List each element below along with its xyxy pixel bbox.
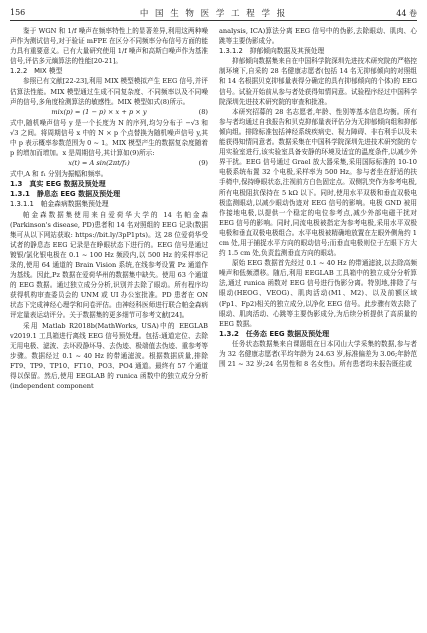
equation-formula: mix(p) = (1 − p) × x + p × y (51, 107, 147, 116)
equation-number: (9) (198, 159, 208, 168)
paragraph: 帕金森数据集使用来自爱荷华大学的 14 名帕金森(Parkinson's disease, PD)患者和 14 名对照组的 EEG 记录(数据集可从以下网站获取: https://bit.ly/3pP1pts)。这 28 位爱荷华受试者的静息态 EEG 记录是在睁眼状态下进行的。EEG 信号是通过镀银/氯化银电极在 0.1 ~ 100 Hz 频段内,以 500 Hz 的采样率记录的,使用 64 通道的 Brain Vision 系统,在线参考设置 Pz 通道作为基线。因此,Pz 数据在爱荷华州的数据集中缺失。使用 63 个通道的 EEG 数据。通过独立成分分析,识别并去除了眼动。所有程序均获得机构审查委员会的 UNM 或 UI 办公室批准。PD 患者在 ON 状态下完成神经心理学和问卷评估。由神经科医师进行联合帕金森病评定量表运动评分。关于数据集的更多细节可参考文献[24]。 (10, 210, 208, 320)
equation-9 (10, 158, 208, 169)
equation-formula: x(t) = A sin(2πt/f₁) (68, 159, 130, 168)
paragraph: analysis, ICA)算法分离 EEG 信号中的伪影,去除眼动、肌肉、心跳等主要伪影成分。 (219, 27, 417, 46)
paragraph: 式中,随机噪声信号 y 是一个长度为 N 的序列,均匀分布于 −√3 和 √3 之间。将周期信号 x 中的 N × p 个点替换为随机噪声信号 y,其中 p 表示概率参数范围为 0 ~ 1。MIX 模型产生的数据复杂度随着 p 的增加而增加。x 是周期信号,其计算如(9)所示: (10, 118, 208, 158)
section-heading-1-2-2: 1.2.2 MIX 模型 (10, 67, 63, 76)
paragraph: 抑郁倾向数据集来自在中国科学院深圳先进技术研究院的严格控制环境下,自采的 28 名健康志愿者(包括 14 名无抑郁倾向的对照组和 14 名根据贝克抑郁量表得分确定的具有抑郁倾向的个体)的 EEG 信号。试验开始前从参与者处获得知情同意。试验程序经过中国科学院深圳先进技术研究院的审查和批准。 (219, 57, 417, 106)
paragraph: 原始 EEG 数据首先经过 0.1 ~ 40 Hz 的带通滤波,以去除高频噪声和低频漂移。随后,利用 EEGLAB 工具箱中的独立成分分析算法,通过 runica 函数对 EEG 信号进行伪影分离。特别地,排除了与眼动(HEOG、VEOG)、肌肉活动(M1、M2)、以及前额区域(Fp1、Fp2)相关的独立成分,以净化 EEG 信号。此步骤有效去除了眼动、肌肉活动、心跳等主要伪影成分,为后续分析提供了高质量的 EEG 数据。 (219, 259, 417, 328)
paragraph: 式中,A 和 f₁ 分别为振幅和频率。 (10, 170, 108, 179)
page-number: 156 (10, 8, 26, 17)
paragraph: 参照已有文献[22-23],利用 MIX 模型模拟产生 EEG 信号,并评估算法性能。MIX 模型通过生成不同复杂度、不同频率以及不同噪声的信号,多角度检测算法的敏感性。MIX 模型如式(8)所示。 (10, 77, 208, 106)
section-heading-1-3: 1.3 真实 EEG 数据及预处理 (10, 180, 106, 189)
section-heading-1-3-2: 1.3.2 任务态 EEG 数据及预处理 (219, 329, 330, 338)
paragraph: 本研究招募的 28 名志愿者,年龄、性别等基本信息均衡。所有参与者均通过自我报告和贝克抑郁量表评估分为无抑郁倾向组和抑郁倾向组。排除标准包括神经系统疾病史、视力障碍、非右利手以及未能获得知情同意者。数据采集在中国科学院深圳先进技术研究院的专用实验室进行,该实验室具备安静的环境及适宜的温度条件,以减少外界干扰。EEG 信号通过 Grael 放大器采集,采用国际标准的 10-10 电极系统布置 32 个电极,采样率为 500 Hz。参与者坐在舒适的扶手椅中,保持睁眼状态,注视前方白色固定点。双侧乳突作为参考电极,所有电极阻抗保持在 5 kΩ 以下。同时,使用水平双极和垂直双极电极监测眼动,以减少眼动伪迹对 EEG 信号的影响。电极 GND 被用作接地电极,以提供一个稳定的电位参考点,减少外部电磁干扰对 EEG 信号的影响。同时,同流电极被指定为参考电极,采用水平双极电极和垂直双极电极组合。水平电极被精确地放置在左眼外侧角约 1 cm 处,用于捕捉水平方向的眼动信号;而垂直电极则位于左眼下方大约 1.5 cm 处,负责监测垂直方向的眼动。 (219, 107, 417, 258)
section-heading-1-3-1-2: 1.3.1.2 抑郁倾向数据及其预处理 (219, 47, 325, 56)
section-heading-1-3-1: 1.3.1 静息态 EEG 数据及预处理 (10, 190, 121, 199)
header-rule (10, 20, 417, 21)
right-column (219, 26, 417, 369)
equation-8 (10, 107, 208, 118)
paragraph: 采用 Matlab R2018b(MathWorks, USA)中的 EEGLAB v2019.1 工具箱进行离线 EEG 信号预处理。包括:通道定位、去除无用电极、滤波、去坏段静坏导、去伪迹、极端值去伪迹、重参考等步骤。数据经过 0.1 ~ 40 Hz 的带通滤波。根据数据质量,排除 FT9、TP9、TP10、FT10、PO3、PO4 通道。最终有 57 个通道得以保留。然后,使用 EEGLAB 的 runica 函数中的独立成分分析(independent component (10, 321, 208, 391)
journal-title: 中 国 生 物 医 学 工 程 学 报 (139, 9, 288, 19)
volume-label: 44 卷 (396, 9, 417, 18)
equation-number: (8) (198, 107, 208, 116)
left-column (10, 26, 208, 391)
section-heading-1-3-1-1: 1.3.1.1 帕金森病数据集预处理 (10, 200, 109, 209)
paragraph: 鉴于 WGN 和 1/f 噪声在频率特性上的显著差异,利用这两种噪声作为测试信号,对于验证 mFPE 在区分不同频率分布信号方面的能力具有重要意义。已有大量研究使用 1/f 噪声和高斯白噪声作为基准信号,评估多元熵算法的性能[20-21]。 (10, 27, 208, 66)
running-header (10, 6, 417, 20)
paragraph: 任务状态数据集来自课题组在日本冈山大学采集的数据,参与者为 32 名健康志愿者(平均年龄为 24.63 岁,标准偏差为 3.06;年龄范围 21 ~ 32 岁;24 名男性和 8 名女性)。所有患者均未报告既往或 (219, 339, 417, 369)
